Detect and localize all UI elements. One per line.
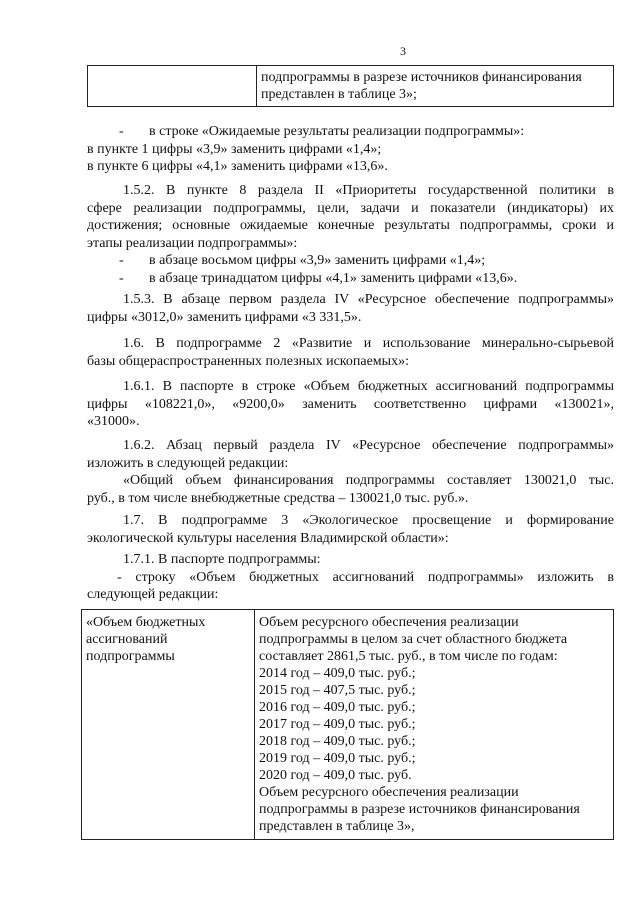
top-table: [87, 65, 614, 107]
text-line: сфере реализации подпрограммы, цели, задачи и показатели (индикаторы) их: [87, 200, 614, 216]
text-line: «Общий объем финансирования подпрограммы составляет 130021,0 тыс.: [123, 473, 614, 488]
paragraph-1-7-1: [87, 551, 614, 604]
paragraph-1-5-2: 1.5.2. В пункте 8 раздела II «Приоритеты государственной политики в сфере реализации подпрограммы, цели, задачи и показатели (индикаторы) их достижения; основные ожидаемые конечные результаты подпрограммы, сроки и этапы реализации подпрограммы»: - в абзаце восьмом цифры «3,9» заменить цифрами «1,4»; - в абзаце тринадцатом цифры «4,1» заменить цифрами «13,6».: [87, 183, 614, 286]
text-line: 1.7.1. В паспорте подпрограммы:: [123, 552, 321, 567]
paragraph-1-6-2: [87, 437, 614, 507]
table-line: Объем ресурсного обеспечения реализации: [259, 785, 519, 800]
text-line: «31000».: [87, 414, 140, 429]
bottom-table-left-cell: [82, 610, 255, 840]
table-line: представлен в таблице 3»;: [261, 87, 417, 102]
bottom-table: [81, 609, 614, 840]
text-line: достижения; основные ожидаемые конечные результаты подпрограммы, сроки и: [87, 218, 614, 233]
text-line: 1.6.1. В паспорте в строке «Объем бюджетных ассигнований подпрограммы: [123, 379, 614, 394]
table-line: подпрограммы в разрезе источников финансирования: [259, 802, 580, 817]
bottom-table-right-cell: [255, 610, 614, 840]
table-line: подпрограммы в целом за счет областного бюджета: [259, 632, 568, 647]
expected-results-block: - в строке «Ожидаемые результаты реализации подпрограммы»: в пункте 1 цифры «3,9» заменить цифрами «1,4»; в пункте 6 цифры «4,1» заменить цифрами «13,6».: [87, 123, 614, 176]
table-line: Объем ресурсного обеспечения реализации: [259, 615, 519, 630]
table-line: составляет 2861,5 тыс. руб., в том числе по годам:: [259, 649, 558, 664]
table-line: представлен в таблице 3»,: [259, 819, 415, 834]
text-line: руб., в том числе внебюджетные средства – 130021,0 тыс. руб.».: [87, 490, 469, 506]
paragraph-1-6-1: [87, 378, 614, 431]
page-number: 3: [400, 44, 406, 58]
bullet-item: в абзаце восьмом цифры «3,9» заменить цифрами «1,4»;: [149, 253, 486, 268]
paragraph-1-6: [87, 335, 614, 370]
text-line: в строке «Ожидаемые результаты реализации подпрограммы»:: [149, 124, 525, 139]
text-line: базы общераспространенных полезных ископаемых»:: [87, 353, 409, 369]
text-line: цифры «108221,0», «9200,0» заменить соответственно цифрами «130021»,: [87, 396, 614, 412]
table-line: 2020 год – 409,0 тыс. руб.: [259, 768, 412, 783]
text-line: 1.5.2. В пункте 8 раздела II «Приоритеты государственной политики в: [123, 183, 614, 198]
table-line: 2015 год – 407,5 тыс. руб.;: [259, 683, 416, 698]
text-line: - строку «Объем бюджетных ассигнований подпрограммы» изложить в: [117, 569, 614, 585]
text-line: 1.6. В подпрограмме 2 «Развитие и использование минерально-сырьевой: [123, 336, 614, 351]
text-line: 1.6.2. Абзац первый раздела IV «Ресурсное обеспечение подпрограммы»: [123, 438, 614, 453]
top-table-right-cell: [257, 66, 614, 107]
table-line: 2017 год – 409,0 тыс. руб.;: [259, 717, 416, 732]
paragraph-1-5-3: [87, 291, 614, 326]
text-line: 1.7. В подпрограмме 3 «Экологическое просвещение и формирование: [123, 513, 614, 528]
text-line: следующей редакции:: [87, 587, 219, 602]
text-line: этапы реализации подпрограммы»:: [87, 235, 298, 251]
text-line: в пункте 1 цифры «3,9» заменить цифрами «1,4»;: [87, 141, 382, 157]
table-line: 2016 год – 409,0 тыс. руб.;: [259, 700, 416, 715]
table-line: 2018 год – 409,0 тыс. руб.;: [259, 734, 416, 749]
bullet-item: в абзаце тринадцатом цифры «4,1» заменить цифрами «13,6».: [149, 270, 518, 286]
text-line: экологической культуры населения Владимирской области»:: [87, 530, 449, 546]
table-line: подпрограммы в разрезе источников финансирования: [261, 70, 582, 85]
text-line: в пункте 6 цифры «4,1» заменить цифрами «13,6».: [87, 159, 388, 174]
text-line: изложить в следующей редакции:: [87, 455, 289, 471]
table-line: подпрограммы: [86, 649, 175, 664]
paragraph-1-7: [87, 512, 614, 547]
table-line: 2014 год – 409,0 тыс. руб.;: [259, 666, 416, 681]
table-line: «Объем бюджетных: [86, 615, 206, 630]
table-line: 2019 год – 409,0 тыс. руб.;: [259, 751, 416, 766]
table-line: ассигнований: [86, 632, 168, 647]
top-table-left-cell: [88, 66, 257, 107]
text-line: цифры «3012,0» заменить цифрами «3 331,5».: [87, 309, 362, 325]
text-line: 1.5.3. В абзаце первом раздела IV «Ресурсное обеспечение подпрограммы»: [123, 292, 614, 307]
